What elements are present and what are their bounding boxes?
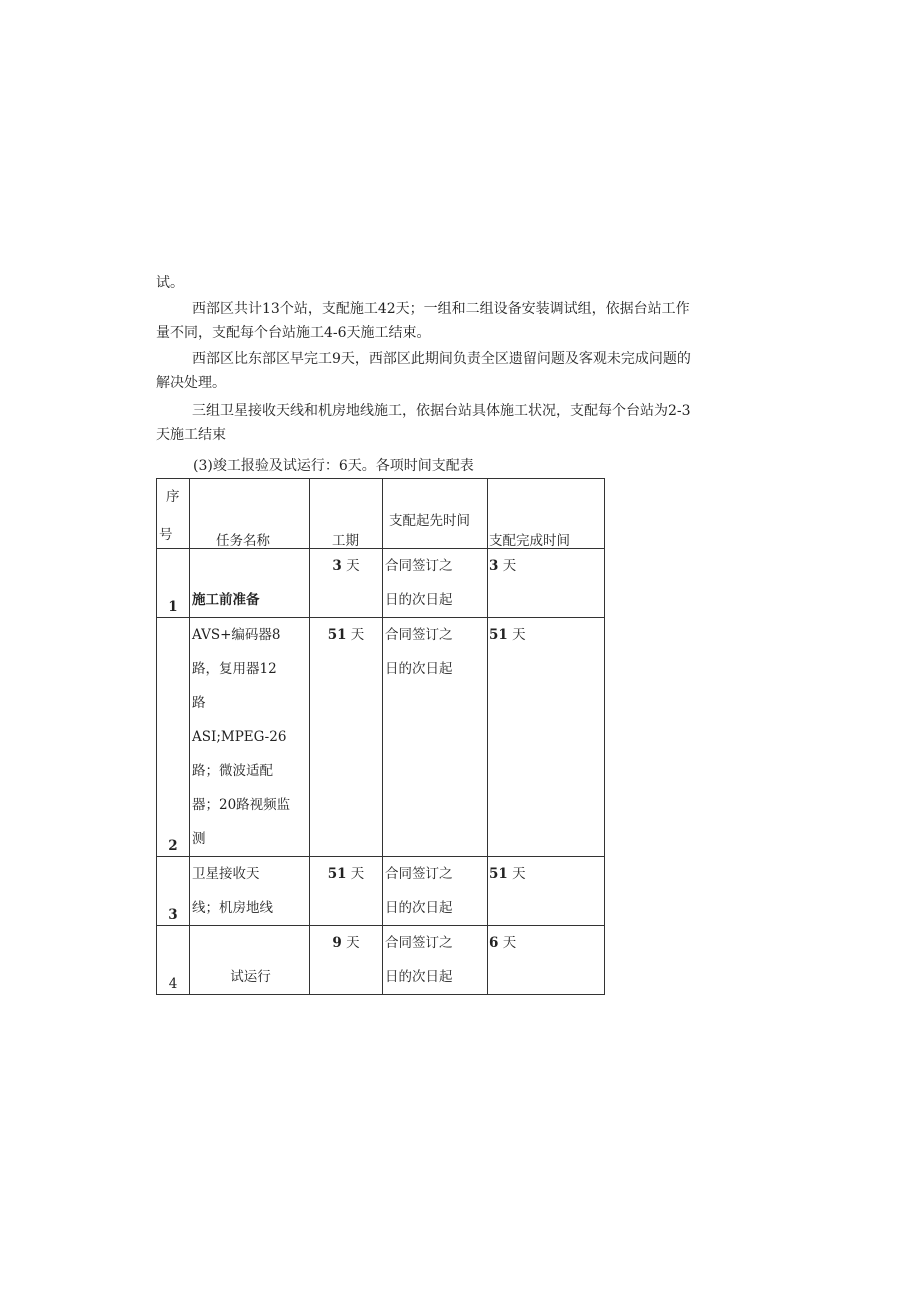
duration-unit: 天 [346,558,360,574]
end-number: 3 [489,558,499,574]
end-unit: 天 [512,627,526,643]
end-unit: 天 [502,935,517,951]
task-name-line: 施工前准备 [192,592,260,608]
row-no [157,857,190,926]
header-start-label: 支配起先时间 [389,513,470,529]
row-number: 4 [168,976,178,992]
row-duration [310,857,383,926]
end-unit: 天 [502,558,517,574]
row-number: 3 [168,907,178,923]
duration-number: 9 [332,935,342,951]
schedule-table [156,478,605,995]
task-name-line: 路 [192,695,206,711]
row-name [190,618,310,857]
row-duration [310,618,383,857]
row-no [157,618,190,857]
start-line: 合同签订之 [385,866,453,882]
task-name-line: 路；微波适配 [192,763,273,779]
row-name [190,926,310,995]
header-name-label: 任务名称 [216,533,270,549]
duration-unit: 天 [350,627,365,643]
duration-number: 3 [332,558,342,574]
task-name-line: AVS+编码器8 [192,627,281,643]
duration-unit: 天 [346,935,360,951]
task-name-line: 器；20路视频监 [192,797,291,813]
header-no [157,479,190,549]
row-start [383,618,488,857]
start-line: 合同签订之 [385,558,453,574]
row-start [383,926,488,995]
task-name-line: 线；机房地线 [192,900,273,916]
start-line: 日的次日起 [385,900,453,916]
start-line: 合同签订之 [385,935,453,951]
header-duration-label: 工期 [332,533,359,549]
task-name-line: 卫星接收天 [192,866,260,882]
end-number: 6 [489,935,499,951]
header-end [488,479,605,549]
table-row [157,618,605,857]
duration-number: 51 [327,627,347,643]
row-start [383,857,488,926]
paragraph-continuation: 试。 [156,275,184,291]
row-name [190,857,310,926]
row-duration [310,926,383,995]
row-duration [310,549,383,618]
table-row [157,926,605,995]
end-number: 51 [489,866,508,882]
row-number: 1 [168,599,178,615]
duration-unit: 天 [350,866,365,882]
row-start [383,549,488,618]
task-name-line: 测 [192,831,206,847]
end-unit: 天 [512,866,526,882]
row-end [488,926,605,995]
header-name [190,479,310,549]
header-start [383,479,488,549]
table-row [157,857,605,926]
start-line: 日的次日起 [385,661,453,677]
header-end-label: 支配完成时间 [489,533,570,549]
header-no-a: 序 [166,489,180,505]
row-end [488,857,605,926]
table-row [157,549,605,618]
task-name-line: 路，复用器12 [192,661,277,677]
paragraph-early-completion: 西部区比东部区早完工9天，西部区此期间负责全区遗留问题及客观未完成问题的解决处理。 [156,351,691,391]
header-duration [310,479,383,549]
row-no [157,549,190,618]
task-name-line: ASI;MPEG-26 [192,729,287,745]
paragraph-west-region: 西部区共计13个站，支配施工42天；一组和二组设备安装调试组，依据台站工作量不同，支配每个台站施工4-6天施工结束。 [156,301,690,341]
start-line: 日的次日起 [385,969,453,985]
row-end [488,549,605,618]
table-caption: (3)竣工报验及试运行：6天。各项时间支配表 [193,458,474,474]
end-number: 51 [489,627,508,643]
row-number: 2 [168,838,178,854]
row-name [190,549,310,618]
paragraph-satellite-antenna: 三组卫星接收天线和机房地线施工，依据台站具体施工状况，支配每个台站为2-3天施工结束 [156,403,691,443]
task-name-line: 试运行 [230,969,271,985]
row-end [488,618,605,857]
duration-number: 51 [327,866,347,882]
row-no [157,926,190,995]
start-line: 日的次日起 [385,592,453,608]
table-header-row [157,479,605,549]
header-no-b: 号 [159,527,173,543]
start-line: 合同签订之 [385,627,453,643]
